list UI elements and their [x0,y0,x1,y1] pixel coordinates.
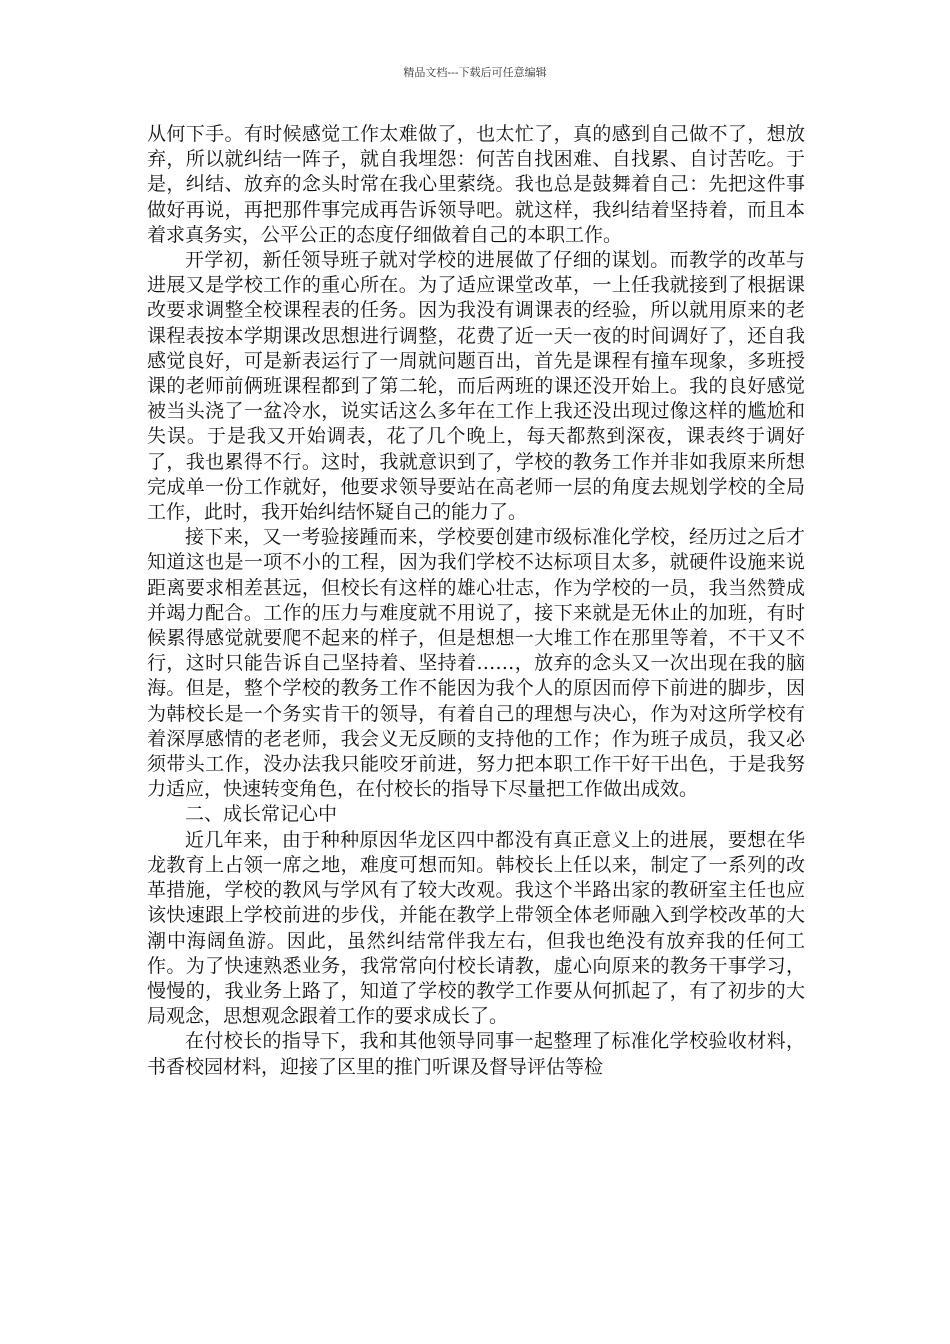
section-heading-growth: 二、成长常记心中 [185,803,338,826]
page-header: 精品文档---下载后可任意编辑 [403,66,547,79]
paragraph-continuation: 从何下手。有时候感觉工作太难做了，也太忙了，真的感到自己做不了，想放弃，所以就纠结一阵子，就自我埋怨：何苦自找困难、自找累、自讨苦吃。于是，纠结、放弃的念头时常在我心里萦绕。我也总是鼓舞着自己：先把这件事做好再说，再把那件事完成再告诉领导吧。就这样，我纠结着坚持着，而且本着求真务实，公平公正的态度仔细做着自己的本职工作。 [147,123,805,246]
paragraph-reform: 近几年来，由于种种原因华龙区四中都没有真正意义上的进展，要想在华龙教育上占领一席之地，难度可想而知。韩校长上任以来，制定了一系列的改革措施，学校的教风与学风有了较大改观。我这个半路出家的教研室主任也应该快速跟上学校前进的步伐，并能在教学上带领全体老师融入到学校改革的大潮中海阔鱼游。因此，虽然纠结常伴我左右，但我也绝没有放弃我的任何工作。为了快速熟悉业务，我常常向付校长请教，虚心向原来的教务干事学习，慢慢的，我业务上路了，知道了学校的教学工作要从何抓起了，有了初步的大局观念，思想观念跟着工作的要求成长了。 [147,828,805,1028]
paragraph-course-schedule: 开学初，新任领导班子就对学校的进展做了仔细的谋划。而教学的改革与进展又是学校工作的重心所在。为了适应课堂改革，一上任我就接到了根据课改要求调整全校课程表的任务。因为我没有调课表的经验，所以就用原来的老课程表按本学期课改思想进行调整，花费了近一天一夜的时间调好了，还自我感觉良好，可是新表运行了一周就问题百出，首先是课程有撞车现象，多班授课的老师前俩班课程都到了第二轮，而后两班的课还没开始上。我的良好感觉被当头浇了一盆冷水，说实话这么多年在工作上我还没出现过像这样的尴尬和失误。于是我又开始调表，花了几个晚上，每天都熬到深夜，课表终于调好了，我也累得不行。这时，我就意识到了，学校的教务工作并非如我原来所想完成单一份工作就好，他要求领导要站在高老师一层的角度去规划学校的全局工作，此时，我开始纠结怀疑自己的能力了。 [147,249,805,524]
paragraph-guidance: 在付校长的指导下，我和其他领导同事一起整理了标准化学校验收材料，书香校园材料，迎接了区里的推门听课及督导评估等检 [147,1030,805,1078]
document-body [147,122,805,1080]
paragraph-standardization: 接下来，又一考验接踵而来，学校要创建市级标准化学校，经历过之后才知道这也是一项不小的工程，因为我们学校不达标项目太多，就硬件设施来说距离要求相差甚远，但校长有这样的雄心壮志，作为学校的一员，我当然赞成并竭力配合。工作的压力与难度就不用说了，接下来就是无休止的加班，有时候累得感觉就要爬不起来的样子，但是想想一大堆工作在那里等着，不干又不行，这时只能告诉自己坚持着、坚持着……，放弃的念头又一次出现在我的脑海。但是，整个学校的教务工作不能因为我个人的原因而停下前进的脚步，因为韩校长是一个务实肯干的领导，有着自己的理想与决心，作为对这所学校有着深厚感情的老老师，我会义无反顾的支持他的工作；作为班子成员，我又必须带头工作，没办法我只能咬牙前进，努力把本职工作干好干出色，于是我努力适应，快速转变角色，在付校长的指导下尽量把工作做出成效。 [147,526,805,801]
